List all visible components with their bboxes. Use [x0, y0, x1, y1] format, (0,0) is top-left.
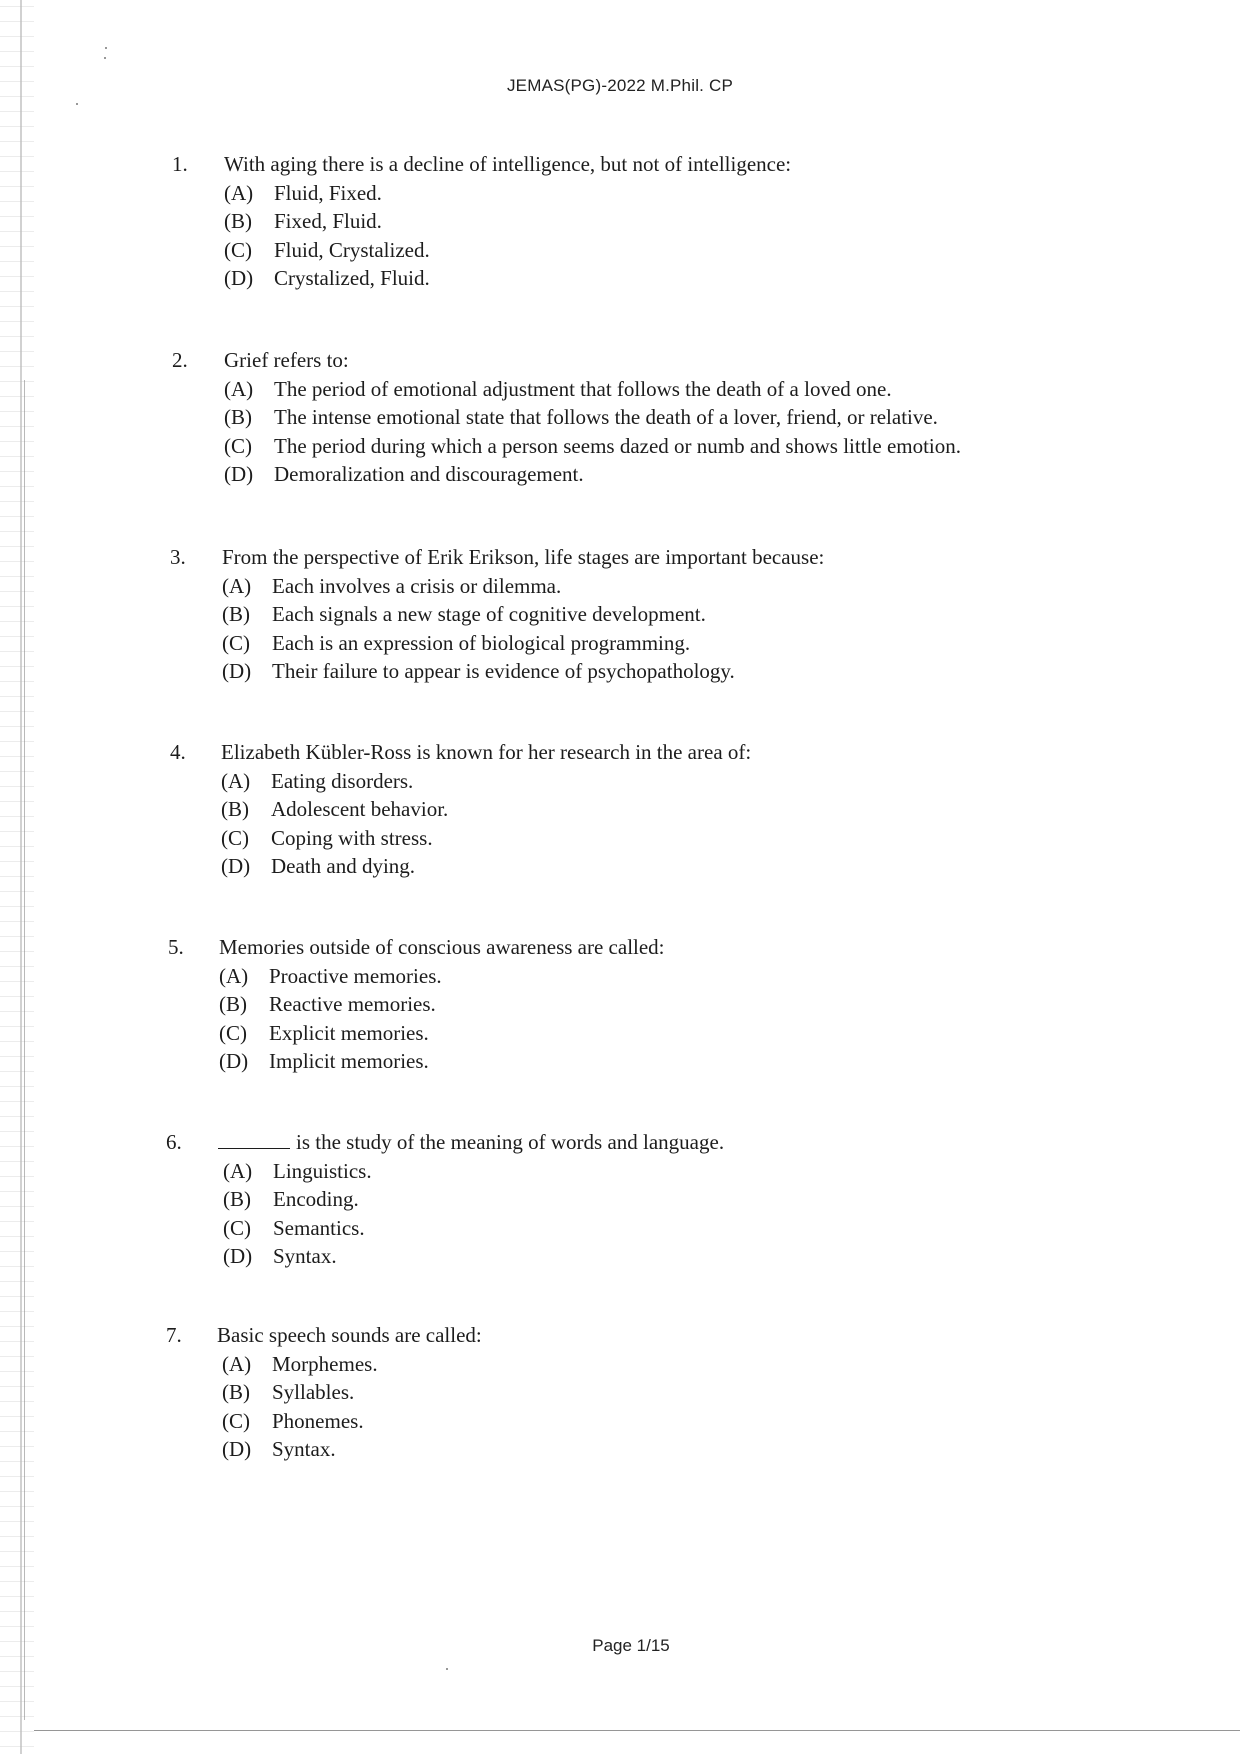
- option-label: (C): [222, 1408, 250, 1433]
- option-text: Morphemes.: [272, 1351, 378, 1376]
- option-label: (A): [222, 1351, 252, 1376]
- question-number: 6.: [166, 1130, 182, 1154]
- option-text: Syntax.: [273, 1244, 337, 1268]
- option-label: (C): [224, 433, 252, 458]
- scan-speck: [446, 1668, 448, 1670]
- page-number: Page 1/15: [592, 1636, 670, 1655]
- option-label: (C): [221, 825, 249, 850]
- option-text: Implicit memories.: [269, 1049, 429, 1073]
- option-text: Their failure to appear is evidence of psychopathology.: [272, 659, 735, 683]
- option-text: Linguistics.: [273, 1158, 372, 1183]
- option-label: (B): [224, 209, 252, 233]
- option-text: The intense emotional state that follows the death of a lover, friend, or relative.: [274, 405, 938, 429]
- option-d: [219, 1047, 442, 1076]
- option-label: (D): [219, 1049, 249, 1073]
- option-a: [221, 767, 448, 796]
- option-label: (A): [222, 573, 252, 598]
- option-text: Proactive memories.: [269, 963, 442, 988]
- option-label: (D): [223, 1244, 253, 1268]
- option-text: Eating disorders.: [271, 768, 414, 793]
- option-list: [219, 962, 442, 1076]
- answer-blank: [218, 1129, 290, 1149]
- option-a: [222, 1350, 378, 1379]
- option-d: [223, 1242, 372, 1271]
- option-label: (B): [224, 405, 252, 429]
- option-d: [222, 1435, 378, 1464]
- option-list: [224, 179, 430, 293]
- question-number: 3.: [170, 545, 186, 569]
- question-stem: Grief refers to:: [224, 348, 349, 372]
- question-number: 2.: [172, 348, 188, 372]
- option-label: (A): [221, 768, 251, 793]
- scan-speck: [76, 103, 78, 105]
- option-c: [219, 1019, 442, 1048]
- question-stem: is the study of the meaning of words and language.: [296, 1130, 725, 1154]
- option-text: Fluid, Fixed.: [274, 180, 382, 205]
- option-label: (C): [223, 1215, 251, 1240]
- option-label: (D): [222, 659, 252, 683]
- option-a: [219, 962, 442, 991]
- option-b: [222, 600, 735, 629]
- option-list: [221, 767, 448, 881]
- option-label: (C): [224, 237, 252, 262]
- option-d: [224, 264, 430, 293]
- option-text: Each involves a crisis or dilemma.: [272, 573, 562, 598]
- question-stem: From the perspective of Erik Erikson, life stages are important because:: [222, 545, 825, 569]
- question-number: 5.: [168, 935, 184, 959]
- option-label: (A): [219, 963, 249, 988]
- option-d: [222, 657, 735, 686]
- question-stem: Elizabeth Kübler-Ross is known for her research in the area of:: [221, 740, 752, 764]
- option-label: (D): [222, 1437, 252, 1461]
- option-text: Demoralization and discouragement.: [274, 462, 584, 486]
- option-text: Fluid, Crystalized.: [274, 237, 430, 262]
- exam-header: JEMAS(PG)-2022 M.Phil. CP: [506, 76, 734, 95]
- option-b: [219, 990, 442, 1019]
- question-number: 7.: [166, 1323, 182, 1347]
- question-stem: Memories outside of conscious awareness are called:: [219, 935, 665, 959]
- option-c: [224, 432, 961, 461]
- scan-edge-line: [24, 380, 25, 1720]
- option-text: Semantics.: [273, 1215, 365, 1240]
- option-text: The period of emotional adjustment that follows the death of a loved one.: [274, 376, 892, 401]
- option-text: Death and dying.: [271, 854, 416, 878]
- option-b: [224, 207, 430, 236]
- option-list: [222, 1350, 378, 1464]
- option-c: [222, 629, 735, 658]
- option-list: [224, 375, 961, 489]
- scan-edge-artifact: [0, 0, 34, 1754]
- option-list: [223, 1157, 372, 1271]
- option-text: Fixed, Fluid.: [274, 209, 382, 233]
- option-label: (A): [223, 1158, 253, 1183]
- option-b: [222, 1378, 378, 1407]
- option-a: [222, 572, 735, 601]
- option-label: (A): [224, 180, 254, 205]
- option-c: [222, 1407, 378, 1436]
- option-a: [224, 375, 961, 404]
- option-text: The period during which a person seems dazed or numb and shows little emotion.: [274, 433, 962, 458]
- scan-speck: [104, 57, 106, 59]
- option-text: Syntax.: [272, 1437, 336, 1461]
- option-label: (B): [222, 1380, 250, 1404]
- option-label: (D): [221, 854, 251, 878]
- option-label: (B): [223, 1187, 251, 1211]
- option-text: Crystalized, Fluid.: [274, 266, 430, 290]
- option-a: [224, 179, 430, 208]
- scan-speck: [105, 47, 107, 49]
- option-label: (D): [224, 462, 254, 486]
- option-text: Each signals a new stage of cognitive development.: [272, 602, 706, 626]
- option-text: Explicit memories.: [269, 1020, 429, 1045]
- scan-bottom-line: [34, 1730, 1240, 1731]
- option-text: Each is an expression of biological programming.: [272, 630, 691, 655]
- question-number: 1.: [172, 152, 188, 176]
- option-label: (C): [219, 1020, 247, 1045]
- option-text: Phonemes.: [272, 1408, 364, 1433]
- option-b: [221, 795, 448, 824]
- scan-edge-line: [20, 0, 22, 1754]
- option-label: (D): [224, 266, 254, 290]
- question-stem-line: [218, 1128, 724, 1157]
- option-label: (B): [222, 602, 250, 626]
- option-text: Reactive memories.: [269, 992, 436, 1016]
- option-label: (B): [219, 992, 247, 1016]
- option-a: [223, 1157, 372, 1186]
- option-text: Syllables.: [272, 1380, 355, 1404]
- question-stem: With aging there is a decline of intelligence, but not of intelligence:: [224, 152, 792, 176]
- option-c: [223, 1214, 372, 1243]
- option-d: [224, 460, 961, 489]
- option-text: Adolescent behavior.: [271, 797, 449, 821]
- question-number: 4.: [170, 740, 186, 764]
- question-stem: Basic speech sounds are called:: [217, 1323, 482, 1347]
- option-label: (C): [222, 630, 250, 655]
- option-c: [224, 236, 430, 265]
- option-text: Encoding.: [273, 1187, 359, 1211]
- option-c: [221, 824, 448, 853]
- option-label: (B): [221, 797, 249, 821]
- option-text: Coping with stress.: [271, 825, 433, 850]
- option-d: [221, 852, 448, 881]
- option-list: [222, 572, 735, 686]
- option-label: (A): [224, 376, 254, 401]
- option-b: [224, 403, 961, 432]
- option-b: [223, 1185, 372, 1214]
